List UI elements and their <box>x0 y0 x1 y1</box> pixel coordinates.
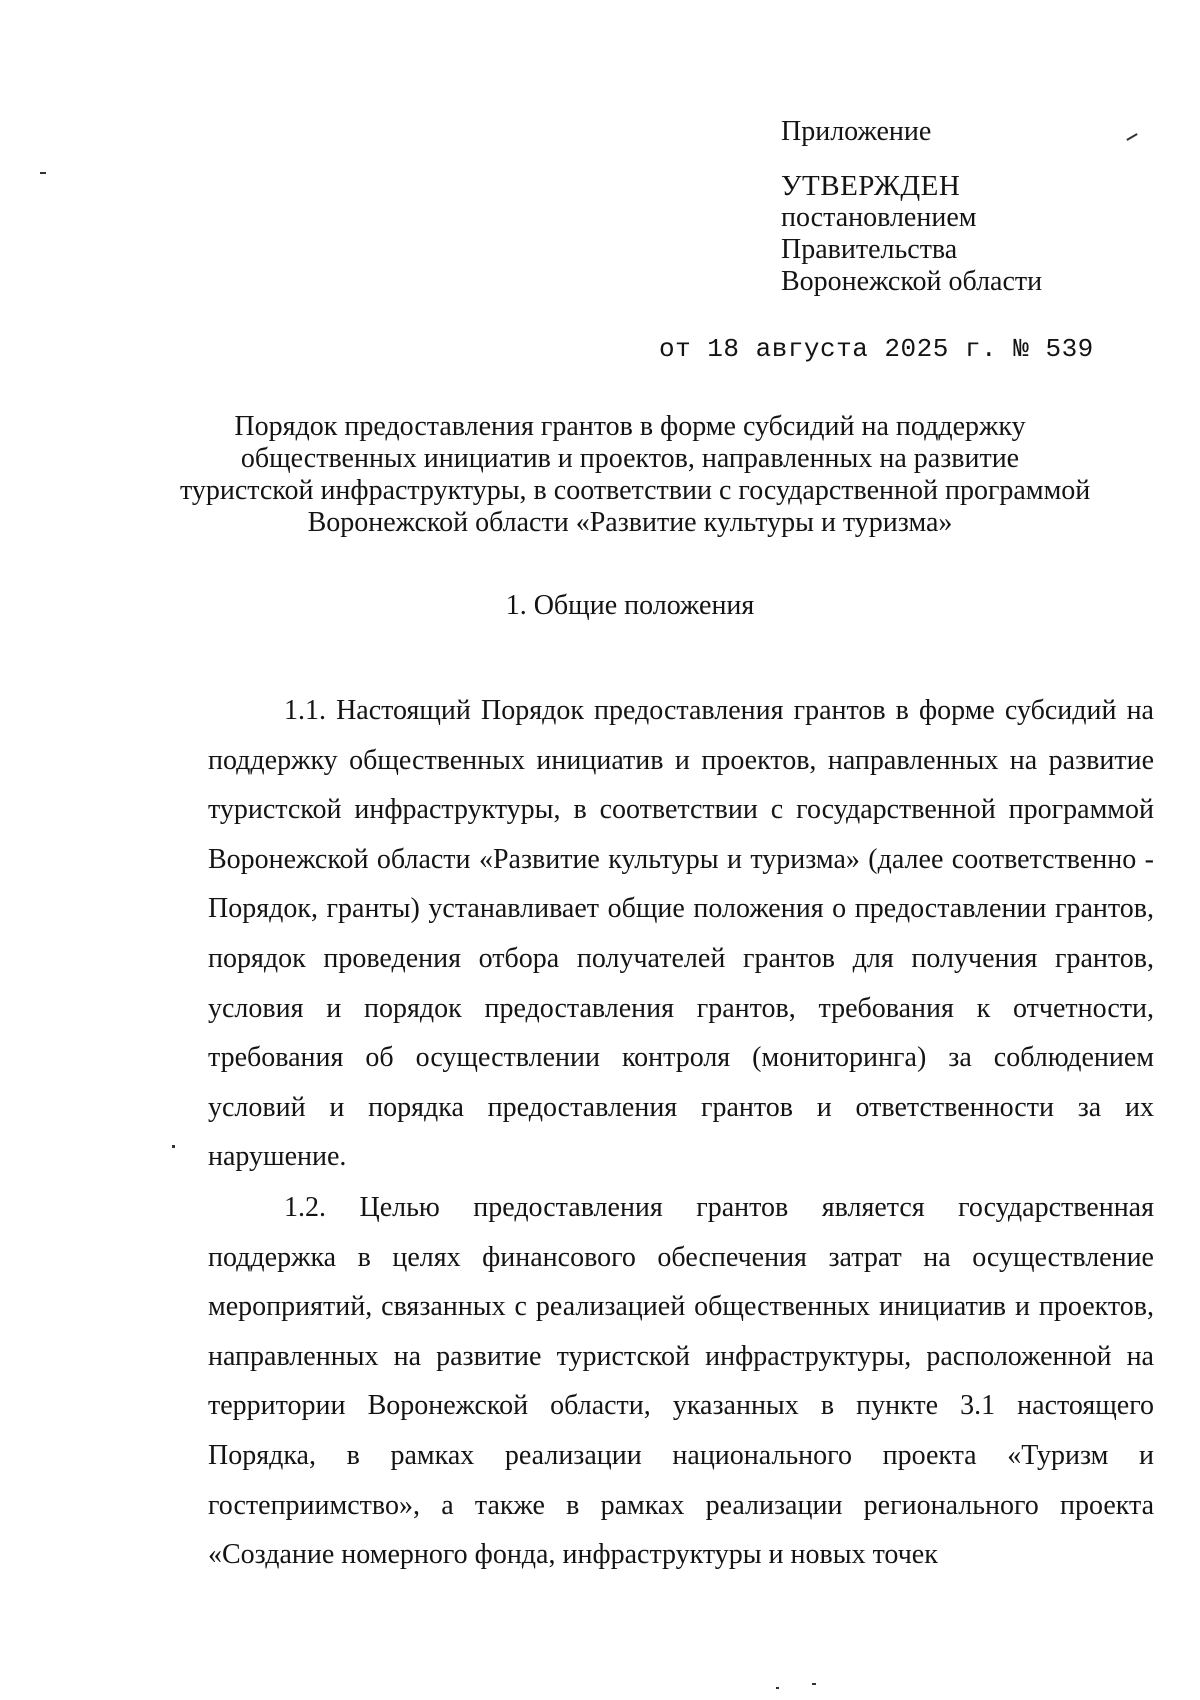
section-heading: 1. Общие положения <box>505 590 755 621</box>
scan-speck <box>776 1687 779 1689</box>
scan-speck <box>812 1683 816 1685</box>
document-title-line-2: общественных инициатив и проектов, направленных на развитие <box>240 443 1020 474</box>
appendix-label: Приложение <box>781 116 932 147</box>
approved-by-line-3: Воронежской области <box>781 266 1043 297</box>
approved-by-line-1: постановлением <box>781 202 977 233</box>
approved-label: УТВЕРЖДЕН <box>781 170 961 202</box>
document-title-line-3: туристской инфраструктуры, в соответствии с государственной программой <box>180 475 1091 506</box>
paragraph-1-2: 1.2. Целью предоставления грантов является государственная поддержка в целях финансового обеспечения затрат на осуществление мероприятий, связанных с реализацией общественных инициатив и проектов, направленных на развитие туристской инфраструктуры, расположенной на территории Воронежской области, указанных в пункте 3.1 настоящего Порядка, в рамках реализации национального проекта «Туризм и гостеприимство», а также в рамках реализации регионального проекта «Создание номерного фонда, инфраструктуры и новых точек <box>208 1192 1154 1571</box>
scan-speck <box>1126 133 1137 141</box>
scan-speck <box>40 172 46 174</box>
approved-by-line-2: Правительства <box>781 234 958 265</box>
decree-date-number: от 18 августа 2025 г. № 539 <box>659 334 1094 364</box>
scan-speck <box>172 1145 175 1148</box>
document-title <box>180 411 1091 539</box>
document-title-line-4: Воронежской области «Развитие культуры и туризма» <box>307 507 953 538</box>
paragraph-1-1: 1.1. Настоящий Порядок предоставления грантов в форме субсидий на поддержку общественных инициатив и проектов, направленных на развитие туристской инфраструктуры, в соответствии с государственной программой Воронежской области «Развитие культуры и туризма» (далее соответственно - Порядок, гранты) устанавливает общие положения о предоставлении грантов, порядок проведения отбора получателей грантов для получения грантов, условия и порядок предоставления грантов, требования к отчетности, требования об осуществлении контроля (мониторинга) за соблюдением условий и порядка предоставления грантов и ответственности за их нарушение. <box>208 695 1154 1173</box>
document-title-line-1: Порядок предоставления грантов в форме субсидий на поддержку <box>234 411 1026 442</box>
approval-block <box>659 116 1094 364</box>
